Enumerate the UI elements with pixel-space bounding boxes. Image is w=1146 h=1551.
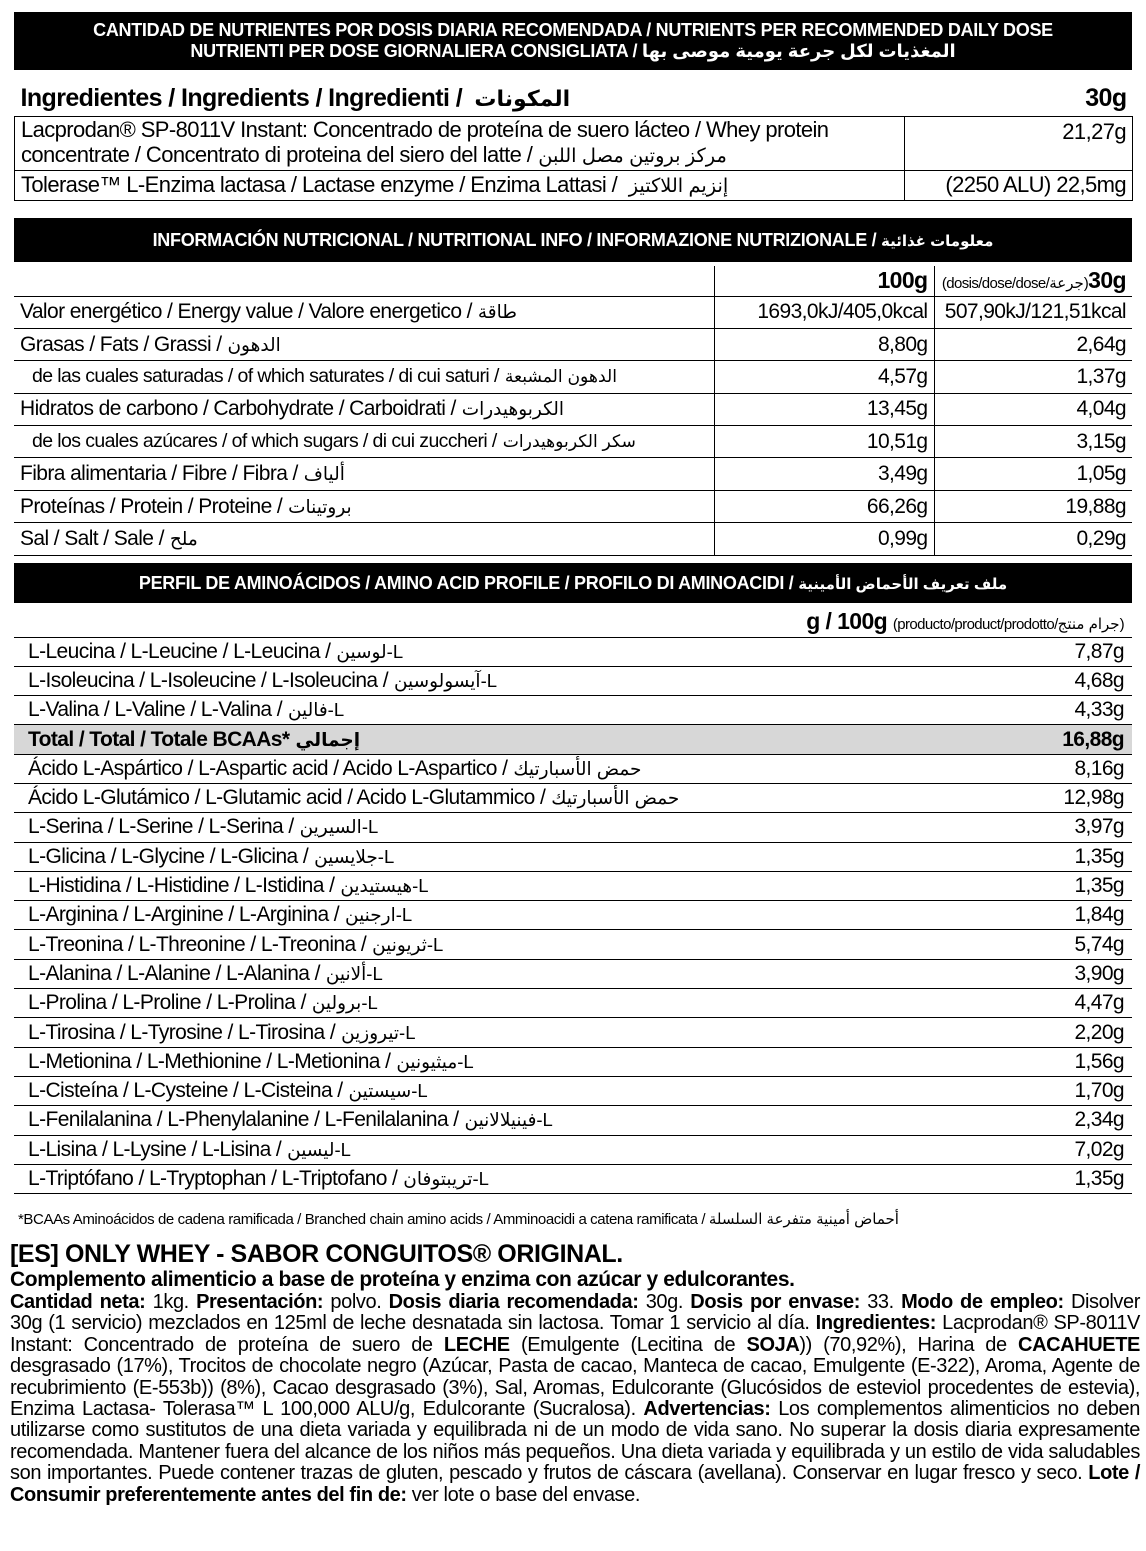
product-subtitle: Complemento alimenticio a base de proteína y enzima con azúcar y edulcorantes. xyxy=(10,1268,795,1291)
amino-row xyxy=(14,666,1132,695)
amino-value: 4,33g xyxy=(894,696,1132,725)
amino-label-arabic: سيستين-L xyxy=(348,1080,428,1102)
amino-label xyxy=(14,725,894,754)
amino-value: 5,74g xyxy=(894,930,1132,959)
amino-row xyxy=(14,813,1132,842)
nutrient-value-100g: 0,99g xyxy=(714,523,934,555)
amino-label-arabic: هيستيدين-L xyxy=(340,875,428,897)
amino-label xyxy=(14,1164,894,1193)
amino-row xyxy=(14,871,1132,900)
amino-value: 4,47g xyxy=(894,989,1132,1018)
body-bold-segment: LECHE xyxy=(443,1333,510,1356)
nutrition-row xyxy=(14,296,1132,328)
product-description xyxy=(10,1240,1140,1506)
body-bold-segment: CACAHUETE xyxy=(1018,1333,1140,1356)
nutrient-value-30g: 1,37g xyxy=(934,361,1132,393)
body-text-segment: Los complementos alimenticios no deben utilizarse como sustitutos de una dieta variada y equilibrada ni de un modo de vida sano. No superar la dosis diaria expresamente recomendada. Mantener fuera del alcance de los niños más pequeños. Una dieta variada y equilibrada y un estilo de vida saludables son importantes. Puede contener trazas de gluten, pescado y frutos de cáscara (avellana). Conservar en lugar fresco y seco. xyxy=(10,1398,1140,1485)
nutrient-label-arabic: طاقة xyxy=(477,301,517,323)
daily-dose-header-line2: NUTRIENTI PER DOSE GIORNALIERA CONSIGLIATA / المغذيات لكل جرعة يومية موصى بها xyxy=(190,41,956,61)
nutrition-col-100g: 100g xyxy=(714,266,934,296)
ingredient-row: Tolerase™ L-Enzima lactasa / Lactase enzyme / Enzima Lattasi / إنزيم اللاكتيز (2250 ALU) 22,5mg xyxy=(15,170,1133,200)
nutrient-value-100g: 4,57g xyxy=(714,361,934,393)
nutrient-value-100g: 66,26g xyxy=(714,490,934,522)
body-text-segment: 1kg. xyxy=(145,1291,197,1313)
nutrient-label-arabic: الكربوهيدرات xyxy=(461,398,565,420)
amino-row xyxy=(14,1135,1132,1164)
body-bold-segment: Advertencias: xyxy=(643,1398,771,1421)
nutrient-label-arabic: الدهون المشبعة xyxy=(504,366,617,387)
amino-label xyxy=(14,1047,894,1076)
amino-value: 1,35g xyxy=(894,871,1132,900)
body-text-segment: desgrasado (17%), Trocitos de chocolate negro (Azúcar, Pasta de cacao, Manteca de cacao, Emulgente (E-322), Aroma, Agente de recubrimiento (E-553b)) (8%), Cacao desgrasado (3%), Sal, Aromas, Edulcorante (Glucósidos de esteviol procedentes de estevia), Enzima Lactasa- Tolerasa™ L 100,000 ALU/g, Edulcorante (Sucralosa). xyxy=(10,1355,1140,1421)
amino-row xyxy=(14,930,1132,959)
amino-row xyxy=(14,696,1132,725)
amino-label-text: L-Histidina / L-Histidine / L-Istidina / xyxy=(28,874,335,898)
nutrient-label-arabic: الدهون xyxy=(227,333,281,355)
amino-row xyxy=(14,989,1132,1018)
amino-header-row xyxy=(14,607,1132,637)
amino-label xyxy=(14,754,894,783)
body-bold-segment: Dosis por envase: xyxy=(690,1291,860,1313)
nutrient-value-30g: 4,04g xyxy=(934,393,1132,425)
nutrient-label-text: Fibra alimentaria / Fibre / Fibra / xyxy=(20,462,298,486)
amino-value: 3,90g xyxy=(894,959,1132,988)
nutrient-value-100g: 8,80g xyxy=(714,328,934,360)
amino-row xyxy=(14,637,1132,666)
amino-row xyxy=(14,842,1132,871)
body-bold-segment: Modo de empleo: xyxy=(901,1291,1064,1313)
nutrition-row xyxy=(14,328,1132,360)
ingredient-row: Lacprodan® SP-8011V Instant: Concentrado de proteína de suero lácteo / Whey protein concentrate / Concentrato di proteina del siero del latte / مركز بروتين مصل اللبن 21,27g xyxy=(15,116,1133,170)
amino-label-text: L-Leucina / L-Leucine / L-Leucina / xyxy=(28,639,331,663)
amino-value: 16,88g xyxy=(894,725,1132,754)
amino-label-arabic: حمض الأسبارتيك xyxy=(513,757,642,779)
amino-label-arabic: إجمالي xyxy=(295,728,361,750)
amino-row xyxy=(14,754,1132,783)
amino-row xyxy=(14,1047,1132,1076)
ingredients-header-label: Ingredientes / Ingredients / Ingredienti / المكونات xyxy=(15,82,905,116)
nutrition-header-row xyxy=(14,266,1132,296)
amino-label-arabic: آيسولوسين-L xyxy=(393,669,497,691)
amino-label-arabic: السيرين-L xyxy=(299,816,378,838)
nutrient-label xyxy=(14,523,714,555)
nutrient-label-text: Sal / Salt / Sale / xyxy=(20,526,164,550)
nutrient-label-text: de las cuales saturadas / of which saturates / di cui saturi / xyxy=(32,365,499,388)
amino-label xyxy=(14,637,894,666)
amino-label-text: L-Treonina / L-Threonine / L-Treonina / xyxy=(28,932,367,956)
amino-label-text: Ácido L-Glutámico / L-Glutamic acid / Acido L-Glutammico / xyxy=(28,786,546,810)
amino-label-arabic: فينيلالانين-L xyxy=(464,1109,553,1131)
amino-value: 3,97g xyxy=(894,813,1132,842)
amino-label xyxy=(14,989,894,1018)
body-text-segment: 30g. xyxy=(638,1291,691,1313)
amino-value: 1,35g xyxy=(894,1164,1132,1193)
bcaa-total-row xyxy=(14,725,1132,754)
nutrient-label xyxy=(14,361,714,393)
amino-value: 7,87g xyxy=(894,637,1132,666)
nutrient-label xyxy=(14,490,714,522)
body-text-segment: polvo. xyxy=(323,1291,389,1313)
amino-value: 1,84g xyxy=(894,901,1132,930)
body-bold-segment: Cantidad neta: xyxy=(10,1291,146,1313)
nutrient-value-30g: 0,29g xyxy=(934,523,1132,555)
amino-label-text: L-Glicina / L-Glycine / L-Glicina / xyxy=(28,844,309,868)
daily-dose-header-line1: CANTIDAD DE NUTRIENTES POR DOSIS DIARIA RECOMENDADA / NUTRIENTS PER RECOMMENDED DAILY DOSE xyxy=(93,20,1053,40)
amino-value: 1,35g xyxy=(894,842,1132,871)
nutrient-value-30g: 1,05g xyxy=(934,458,1132,490)
amino-label-arabic: تيروزين-L xyxy=(341,1021,415,1043)
nutrition-row xyxy=(14,490,1132,522)
body-bold-segment: Dosis diaria recomendada: xyxy=(388,1291,639,1313)
daily-dose-header xyxy=(14,12,1132,70)
nutrient-label xyxy=(14,296,714,328)
amino-value: 8,16g xyxy=(894,754,1132,783)
nutrient-value-30g: 2,64g xyxy=(934,328,1132,360)
nutrition-row xyxy=(14,426,1132,458)
amino-label-arabic: فالين-L xyxy=(287,699,344,721)
amino-label xyxy=(14,666,894,695)
amino-acid-table xyxy=(14,607,1132,1194)
amino-value: 1,70g xyxy=(894,1076,1132,1105)
amino-value: 2,34g xyxy=(894,1106,1132,1135)
amino-label xyxy=(14,959,894,988)
nutrient-value-100g: 13,45g xyxy=(714,393,934,425)
nutrition-row xyxy=(14,523,1132,555)
amino-label-text: L-Valina / L-Valine / L-Valina / xyxy=(28,698,282,722)
amino-label-arabic: ألانين-L xyxy=(325,962,383,984)
body-text-segment: 33. xyxy=(859,1291,902,1313)
nutrient-value-100g: 1693,0kJ/405,0kcal xyxy=(714,296,934,328)
nutrient-label xyxy=(14,393,714,425)
nutrient-label-arabic: ألياف xyxy=(303,463,345,485)
nutrient-value-100g: 3,49g xyxy=(714,458,934,490)
amino-label-text: L-Isoleucina / L-Isoleucine / L-Isoleucina / xyxy=(28,668,388,692)
amino-label-text: L-Metionina / L-Methionine / L-Metionina / xyxy=(28,1049,391,1073)
nutrition-row xyxy=(14,361,1132,393)
amino-value: 12,98g xyxy=(894,783,1132,812)
product-title: [ES] ONLY WHEY - SABOR CONGUITOS® ORIGINAL. xyxy=(10,1240,623,1268)
amino-profile-header: PERFIL DE AMINOÁCIDOS / AMINO ACID PROFILE / PROFILO DI AMINOACIDI / ملف تعريف الأحماض الأمينية xyxy=(14,563,1132,603)
amino-label xyxy=(14,930,894,959)
ingredients-header-row xyxy=(15,82,1133,116)
nutrient-label-text: Hidratos de carbono / Carbohydrate / Carboidrati / xyxy=(20,397,456,421)
body-text-segment: (Emulgente (Lecitina de xyxy=(509,1333,747,1356)
amino-label-arabic: جلايسين-L xyxy=(314,845,394,867)
amino-label-text: L-Serina / L-Serine / L-Serina / xyxy=(28,815,294,839)
amino-value: 2,20g xyxy=(894,1018,1132,1047)
amino-label-text: L-Tirosina / L-Tyrosine / L-Tirosina / xyxy=(28,1020,336,1044)
nutrient-label xyxy=(14,426,714,458)
nutrient-label-text: Proteínas / Protein / Proteine / xyxy=(20,494,283,518)
body-bold-segment: Ingredientes: xyxy=(815,1312,937,1335)
body-text-segment: )) (70,92%), Harina de xyxy=(799,1333,1019,1356)
nutrient-label xyxy=(14,458,714,490)
nutrient-label-arabic: ملح xyxy=(169,527,198,549)
amino-label-text: L-Triptófano / L-Tryptophan / L-Triptofano / xyxy=(28,1166,398,1190)
amino-label xyxy=(14,901,894,930)
amino-label-text: Total / Total / Totale BCAAs* xyxy=(28,727,290,751)
amino-label xyxy=(14,1135,894,1164)
body-text-segment: ver lote o base del envase. xyxy=(406,1483,641,1506)
amino-value: 4,68g xyxy=(894,666,1132,695)
nutrition-row xyxy=(14,458,1132,490)
amino-label xyxy=(14,696,894,725)
amino-label-arabic: تريبتوفان-L xyxy=(403,1167,489,1189)
amino-label xyxy=(14,871,894,900)
nutrient-label-arabic: سكر الكربوهيدرات xyxy=(502,431,636,452)
nutrient-label-text: Valor energético / Energy value / Valore energetico / xyxy=(20,300,472,324)
amino-row xyxy=(14,783,1132,812)
bcaa-footnote: *BCAAs Aminoácidos de cadena ramificada / Branched chain amino acids / Amminoacidi a catena ramificata / أحماض أمينية متفرعة السلسلة xyxy=(18,1211,899,1228)
nutrition-info-header: INFORMACIÓN NUTRICIONAL / NUTRITIONAL INFO / INFORMAZIONE NUTRIZIONALE / معلومات غذائية xyxy=(14,218,1132,262)
amino-label xyxy=(14,1076,894,1105)
product-body-text xyxy=(10,1292,1140,1506)
amino-row xyxy=(14,1018,1132,1047)
amino-unit-note: (producto/product/prodotto/جرام منتج) xyxy=(892,616,1124,634)
ingredients-table xyxy=(14,82,1133,201)
amino-label xyxy=(14,1106,894,1135)
amino-row xyxy=(14,1164,1132,1193)
nutrient-value-30g: 3,15g xyxy=(934,426,1132,458)
amino-label-arabic: ليسين-L xyxy=(287,1138,351,1160)
body-text-segment: Lacprodan® SP-8011V Instant: Concentrado de proteína de suero de xyxy=(10,1312,1140,1356)
amino-row xyxy=(14,959,1132,988)
nutrient-label xyxy=(14,328,714,360)
amino-label-text: L-Alanina / L-Alanine / L-Alanina / xyxy=(28,961,320,985)
amino-label-arabic: ثريونين-L xyxy=(372,933,443,955)
amino-label-arabic: ميثيونين-L xyxy=(396,1050,474,1072)
amino-label xyxy=(14,783,894,812)
nutrition-col-30g: (dosis/dose/dose/جرعة)30g xyxy=(934,266,1132,296)
amino-label xyxy=(14,813,894,842)
amino-unit: g / 100g xyxy=(806,608,888,635)
body-bold-segment: SOJA xyxy=(746,1333,800,1356)
amino-label-text: L-Prolina / L-Proline / L-Prolina / xyxy=(28,991,306,1015)
body-bold-segment: Lote / Consumir preferentemente antes del fin de: xyxy=(10,1462,1140,1506)
amino-label-arabic: حمض الأسبارتيك xyxy=(551,787,680,809)
amino-label-text: L-Lisina / L-Lysine / L-Lisina / xyxy=(28,1137,282,1161)
amino-value: 7,02g xyxy=(894,1135,1132,1164)
nutrition-table xyxy=(14,266,1132,556)
ingredients-header-value: 30g xyxy=(905,82,1133,116)
nutrient-value-100g: 10,51g xyxy=(714,426,934,458)
amino-row xyxy=(14,1106,1132,1135)
amino-label xyxy=(14,1018,894,1047)
amino-label-text: L-Fenilalanina / L-Phenylalanine / L-Fenilalanina / xyxy=(28,1108,459,1132)
amino-label-text: L-Arginina / L-Arginine / L-Arginina / xyxy=(28,903,340,927)
amino-label-text: L-Cisteína / L-Cysteine / L-Cisteina / xyxy=(28,1079,343,1103)
amino-label xyxy=(14,842,894,871)
nutrient-value-30g: 507,90kJ/121,51kcal xyxy=(934,296,1132,328)
amino-row xyxy=(14,901,1132,930)
amino-label-arabic: ارجنين-L xyxy=(345,904,412,926)
nutrition-row xyxy=(14,393,1132,425)
nutrient-value-30g: 19,88g xyxy=(934,490,1132,522)
nutrient-label-text: Grasas / Fats / Grassi / xyxy=(20,332,222,356)
nutrient-label-text: de los cuales azúcares / of which sugars / di cui zuccheri / xyxy=(32,430,497,453)
body-text-segment: Disolver 30g (1 servicio) mezclados en 125ml de leche desnatada sin lactosa. Tomar 1 servicio al día. xyxy=(10,1291,1140,1335)
amino-label-arabic: لوسين-L xyxy=(336,640,403,662)
amino-value: 1,56g xyxy=(894,1047,1132,1076)
amino-label-text: Ácido L-Aspártico / L-Aspartic acid / Acido L-Aspartico / xyxy=(28,756,508,780)
amino-label-arabic: برولين-L xyxy=(311,992,378,1014)
amino-row xyxy=(14,1076,1132,1105)
nutrient-label-arabic: بروتينات xyxy=(288,495,352,517)
body-bold-segment: Presentación: xyxy=(196,1291,324,1313)
